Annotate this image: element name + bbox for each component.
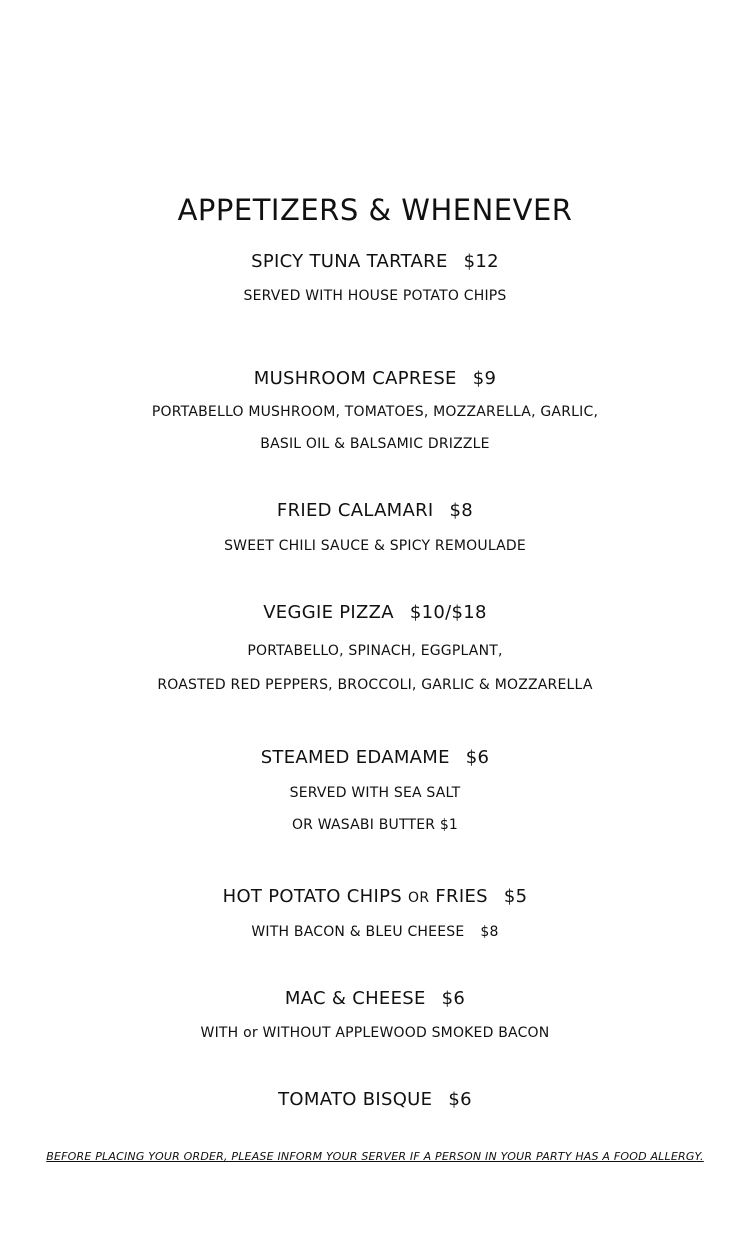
item-name: MUSHROOM CAPRESE [253,368,457,389]
item-price: $9 [472,368,497,389]
item-price: $6 [441,988,466,1009]
menu-item-tomato-bisque [0,1089,750,1110]
item-name: FRIED CALAMARI [276,500,434,521]
desc-part1: WITH [200,1025,239,1041]
addon-label: WITH BACON & BLEU CHEESE [251,924,465,940]
item-name-part2: FRIES [435,886,488,907]
menu-item-spicy-tuna-tartare [0,251,750,272]
addon-price: $8 [480,924,499,940]
item-price: $6 [448,1089,472,1110]
item-description [0,1025,750,1041]
item-price: $8 [449,500,474,521]
menu-item-hot-potato-chips-or-fries [0,886,750,907]
menu-item-mac-and-cheese [0,988,750,1009]
desc-part2: WITHOUT APPLEWOOD SMOKED BACON [262,1025,550,1041]
item-description: SERVED WITH SEA SALT [289,785,461,801]
menu-item-veggie-pizza [0,602,750,623]
menu-title: APPETIZERS & WHENEVER [177,193,573,227]
menu-item-steamed-edamame [0,747,750,768]
allergy-notice: BEFORE PLACING YOUR ORDER, PLEASE INFORM YOUR SERVER IF A PERSON IN YOUR PARTY HAS A FOOD ALLERGY. [46,1150,704,1163]
item-name: VEGGIE PIZZA [263,602,394,623]
menu-item-fried-calamari [0,500,750,521]
desc-connector: or [243,1025,258,1041]
item-description: ROASTED RED PEPPERS, BROCCOLI, GARLIC & MOZZARELLA [157,677,593,693]
item-name-connector: OR [408,890,430,906]
item-description: SERVED WITH HOUSE POTATO CHIPS [243,288,507,304]
item-price: $10/$18 [409,602,487,623]
item-name: MAC & CHEESE [284,988,426,1009]
item-name: STEAMED EDAMAME [260,747,450,768]
item-description: PORTABELLO, SPINACH, EGGPLANT, [247,643,503,659]
item-name-part1: HOT POTATO CHIPS [222,886,402,907]
item-description: OR WASABI BUTTER $1 [291,817,459,833]
item-price: $5 [503,886,528,907]
item-name: SPICY TUNA TARTARE [251,251,448,272]
item-description: BASIL OIL & BALSAMIC DRIZZLE [260,436,490,452]
item-description: SWEET CHILI SAUCE & SPICY REMOULADE [224,538,526,554]
item-description: PORTABELLO MUSHROOM, TOMATOES, MOZZARELLA, GARLIC, [151,404,599,420]
menu-item-mushroom-caprese [0,368,750,389]
item-price: $6 [465,747,490,768]
item-price: $12 [463,251,499,272]
item-addon [0,924,750,940]
item-name: TOMATO BISQUE [278,1089,433,1110]
